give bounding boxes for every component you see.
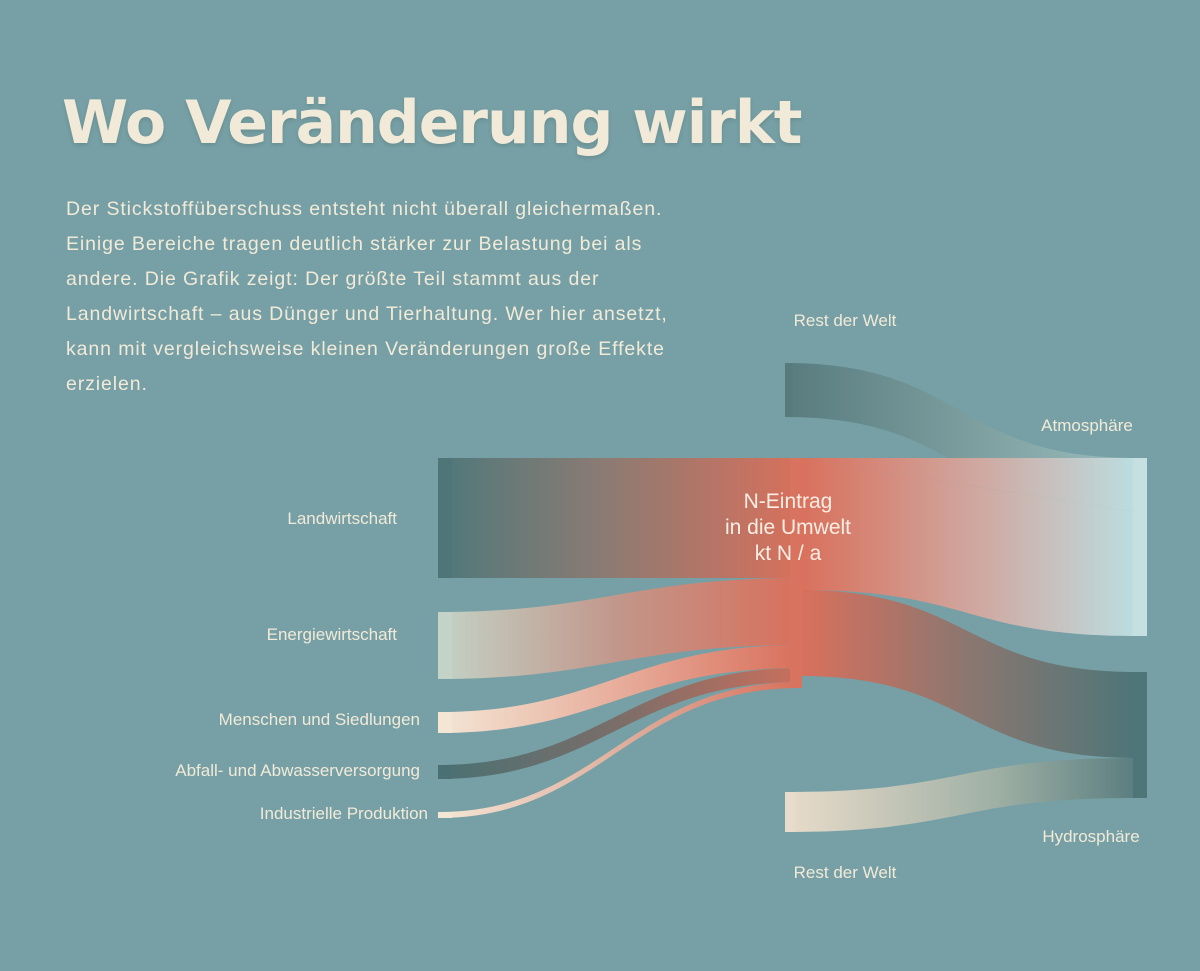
label-landwirtschaft: Landwirtschaft	[287, 509, 397, 528]
node-energie	[438, 612, 452, 679]
node-rest-bottom	[785, 792, 793, 832]
center-label-line3: kt N / a	[754, 542, 822, 565]
node-hydrosphere	[1133, 672, 1147, 798]
flow-rest-hydrosphere	[785, 758, 1135, 832]
node-landwirtschaft	[438, 458, 452, 578]
node-menschen	[438, 712, 452, 733]
node-atmosphere	[1133, 458, 1147, 636]
node-industrie	[438, 812, 452, 818]
label-industrielle-produktion: Industrielle Produktion	[259, 804, 428, 823]
node-abfall	[438, 765, 452, 779]
page-title: Wo Veränderung wirkt	[62, 88, 802, 158]
flow-industrie	[438, 682, 800, 818]
label-hydrosphaere: Hydrosphäre	[1042, 827, 1140, 846]
label-energiewirtschaft: Energiewirtschaft	[266, 625, 397, 644]
label-rest-top: Rest der Welt	[793, 311, 897, 330]
label-menschen-siedlungen: Menschen und Siedlungen	[218, 710, 420, 729]
intro-paragraph: Der Stickstoffüberschuss entsteht nicht überall gleichermaßen. Einige Bereiche tragen deutlich stärker zur Belastung bei als andere. Die Grafik zeigt: Der größte Teil stammt aus der Landwirtschaft – aus Dünger und Tierhaltung. Wer hier ansetzt, kann mit vergleichsweise kleinen Veränderungen große Effekte erzielen.	[66, 198, 668, 395]
label-atmosphaere: Atmosphäre	[1041, 416, 1133, 435]
node-rest-top	[785, 363, 793, 417]
center-label-line1: N-Eintrag	[743, 490, 833, 513]
label-rest-bottom: Rest der Welt	[793, 863, 897, 882]
center-label-line2: in die Umwelt	[724, 516, 852, 539]
label-abfall-abwasser: Abfall- und Abwasserversorgung	[175, 761, 420, 780]
